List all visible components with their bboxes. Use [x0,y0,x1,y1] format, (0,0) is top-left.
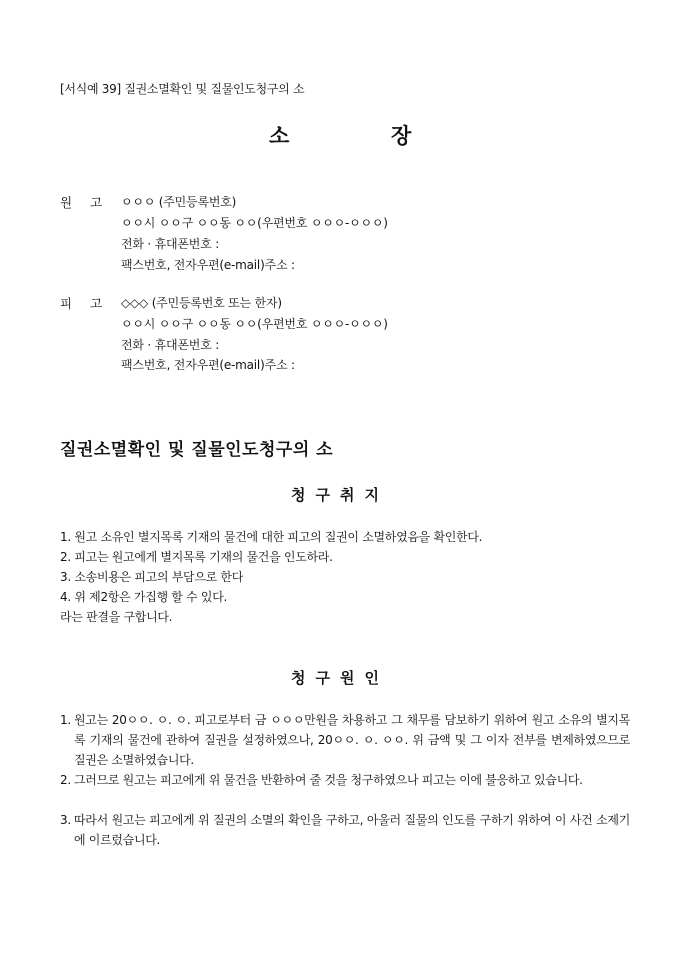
cause-item [60,810,630,850]
defendant-fax-email: 팩스번호, 전자우편(e-mail)주소 : [121,358,295,372]
form-label: [서식예 39] 질권소멸확인 및 질물인도청구의 소 [60,82,305,96]
claims-heading [0,484,680,505]
plaintiff-fax-email: 팩스번호, 전자우편(e-mail)주소 : [121,258,295,272]
claim-item: 2. 피고는 원고에게 별지목록 기재의 물건을 인도하라. [60,550,333,564]
plaintiff-address: ㅇㅇ시 ㅇㅇ구 ㅇㅇ동 ㅇㅇ(우편번호 ㅇㅇㅇ-ㅇㅇㅇ) [121,216,388,230]
cause-number: 3. [60,813,71,827]
claims-heading-text: 청구취지 [291,486,389,504]
causes-heading-text: 청구원인 [291,669,389,687]
claim-item: 3. 소송비용은 피고의 부담으로 한다 [60,570,243,584]
claim-closing: 라는 판결을 구합니다. [60,610,173,624]
cause-item [60,710,630,770]
cause-text: 그러므로 원고는 피고에게 위 물건을 반환하여 줄 것을 청구하였으나 피고는 이에 불응하고 있습니다. [74,773,583,787]
cause-text: 원고는 20ㅇㅇ. ㅇ. ㅇ. 피고로부터 금 ㅇㅇㅇ만원을 차용하고 그 채무를 담보하기 위하여 원고 소유의 별지목록 기재의 물건에 관하여 질권을 설정하였으나, 20ㅇㅇ. ㅇ. ㅇㅇ. 위 금액 및 그 이자 전부를 변제하였으므로 질권은 소멸하였습니다. [74,713,630,767]
title-char-right: 장 [391,124,412,148]
title-char-left: 소 [269,124,290,148]
case-name: 질권소멸확인 및 질물인도청구의 소 [60,440,334,460]
plaintiff-role-label: 원 고 [60,195,103,210]
plaintiff-name: ㅇㅇㅇ (주민등록번호) [121,195,237,209]
claim-item: 4. 위 제2항은 가집행 할 수 있다. [60,590,227,604]
cause-item [60,770,630,790]
defendant-role-label: 피 고 [60,296,103,311]
defendant-address: ㅇㅇ시 ㅇㅇ구 ㅇㅇ동 ㅇㅇ(우편번호 ㅇㅇㅇ-ㅇㅇㅇ) [121,317,388,331]
defendant-name: ◇◇◇ (주민등록번호 또는 한자) [121,296,282,310]
cause-text: 따라서 원고는 피고에게 위 질권의 소멸의 확인을 구하고, 아울러 질물의 인도를 구하기 위하여 이 사건 소제기에 이르렀습니다. [74,813,630,847]
claim-item: 1. 원고 소유인 별지목록 기재의 물건에 대한 피고의 질권이 소멸하였음을 확인한다. [60,530,483,544]
cause-number: 1. [60,713,71,727]
defendant-phone: 전화 · 휴대폰번호 : [121,338,220,352]
cause-number: 2. [60,773,71,787]
plaintiff-phone: 전화 · 휴대폰번호 : [121,237,220,251]
causes-heading [0,667,680,688]
